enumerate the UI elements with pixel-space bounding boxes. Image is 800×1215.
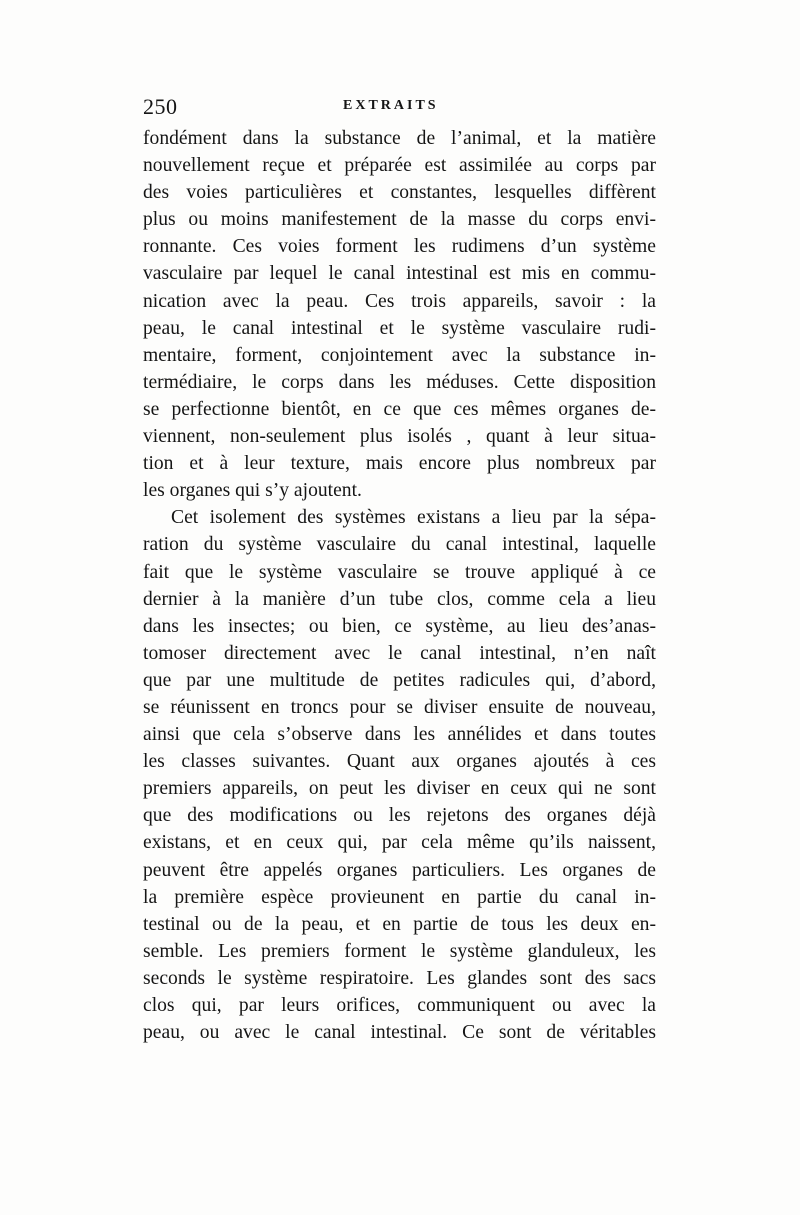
text-line: dernier à la manière d’un tube clos, comme cela a lieu bbox=[143, 588, 656, 610]
text-line: se réunissent en troncs pour se diviser ensuite de nouveau, bbox=[143, 696, 656, 718]
text-line: existans, et en ceux qui, par cela même qu’ils naissent, bbox=[143, 832, 656, 854]
text-line: tion et à leur texture, mais encore plus nombreux par bbox=[143, 453, 656, 475]
text-line: ronnante. Ces voies forment les rudimens d’un système bbox=[143, 236, 656, 258]
text-line: que des modifications ou les rejetons des organes déjà bbox=[143, 805, 656, 827]
text-line: ration du système vasculaire du canal intestinal, laquelle bbox=[143, 534, 656, 556]
text-line: testinal ou de la peau, et en partie de tous les deux en- bbox=[143, 913, 656, 935]
text-line: des voies particulières et constantes, lesquelles diffèrent bbox=[143, 182, 656, 204]
text-line: nouvellement reçue et préparée est assimilée au corps par bbox=[143, 155, 656, 177]
text-line: viennent, non-seulement plus isolés , quant à leur situa- bbox=[143, 426, 656, 448]
text-line: la première espèce provieunent en partie du canal in- bbox=[143, 886, 656, 908]
page-body bbox=[143, 125, 656, 1046]
text-line: les organes qui s’y ajoutent. bbox=[143, 480, 362, 502]
text-line: peau, ou avec le canal intestinal. Ce sont de véritables bbox=[143, 1022, 656, 1044]
text-line: peuvent être appelés organes particuliers. Les organes de bbox=[143, 859, 656, 881]
text-line: ainsi que cela s’observe dans les annélides et dans toutes bbox=[143, 724, 656, 746]
running-head: EXTRAITS bbox=[343, 98, 439, 113]
text-line: semble. Les premiers forment le système glanduleux, les bbox=[143, 940, 656, 962]
text-line: clos qui, par leurs orifices, communiquent ou avec la bbox=[143, 995, 656, 1016]
text-line: fondément dans la substance de l’animal, et la matière bbox=[143, 128, 656, 149]
page-header bbox=[143, 94, 660, 122]
text-line: seconds le système respiratoire. Les glandes sont des sacs bbox=[143, 967, 656, 989]
text-line: dans les insectes; ou bien, ce système, au lieu des’anas- bbox=[143, 615, 656, 637]
text-line: nication avec la peau. Ces trois appareils, savoir : la bbox=[143, 290, 656, 312]
text-line: les classes suivantes. Quant aux organes ajoutés à ces bbox=[143, 751, 656, 773]
text-line: que par une multitude de petites radicules qui, d’abord, bbox=[143, 669, 656, 691]
text-line: premiers appareils, on peut les diviser en ceux qui ne sont bbox=[143, 778, 656, 800]
text-line: se perfectionne bientôt, en ce que ces mêmes organes de- bbox=[143, 398, 656, 420]
text-line: vasculaire par lequel le canal intestinal est mis en commu- bbox=[143, 263, 656, 285]
page-number: 250 bbox=[143, 94, 178, 119]
text-line: plus ou moins manifestement de la masse du corps envi- bbox=[143, 209, 656, 231]
text-line: tomoser directement avec le canal intestinal, n’en naît bbox=[143, 642, 656, 664]
text-line: Cet isolement des systèmes existans a lieu par la sépa- bbox=[171, 507, 656, 529]
paragraph bbox=[143, 504, 656, 1046]
text-line: mentaire, forment, conjointement avec la substance in- bbox=[143, 344, 656, 366]
text-line: fait que le système vasculaire se trouve appliqué à ce bbox=[143, 561, 656, 583]
text-line: peau, le canal intestinal et le système vasculaire rudi- bbox=[143, 317, 656, 339]
paragraph bbox=[143, 125, 656, 504]
text-line: termédiaire, le corps dans les méduses. Cette disposition bbox=[143, 371, 656, 393]
